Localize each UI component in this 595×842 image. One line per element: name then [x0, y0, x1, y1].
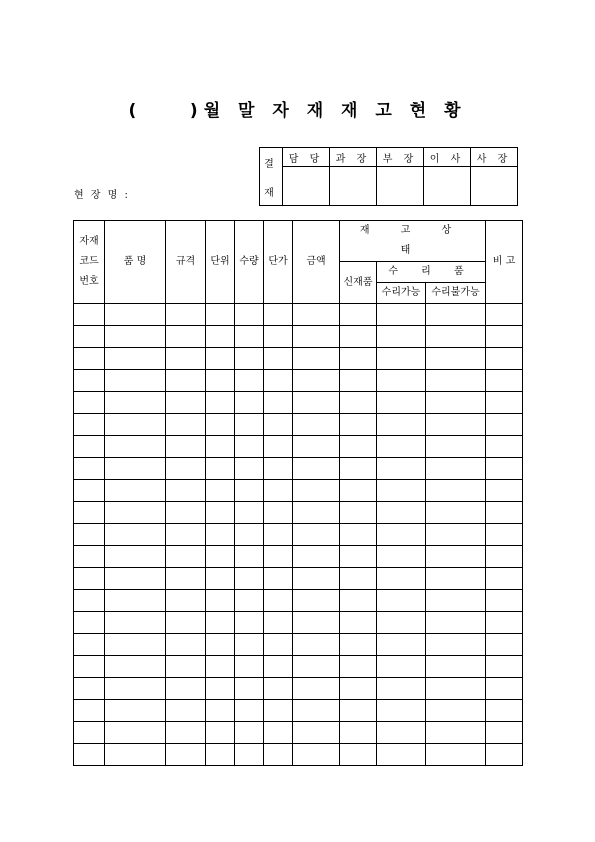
table-cell[interactable] [377, 700, 426, 722]
table-cell[interactable] [426, 348, 486, 370]
table-cell[interactable] [377, 348, 426, 370]
table-cell[interactable] [206, 722, 235, 744]
role-section-chief: 과 장 [330, 148, 377, 167]
table-cell[interactable] [426, 744, 486, 766]
table-cell[interactable] [166, 436, 206, 458]
table-cell[interactable] [426, 326, 486, 348]
table-cell[interactable] [235, 634, 264, 656]
table-cell[interactable] [74, 590, 105, 612]
table-cell[interactable] [264, 612, 293, 634]
table-cell[interactable] [166, 568, 206, 590]
table-cell[interactable] [377, 656, 426, 678]
table-cell[interactable] [235, 414, 264, 436]
table-cell[interactable] [105, 414, 166, 436]
table-cell[interactable] [166, 304, 206, 326]
table-cell[interactable] [486, 392, 523, 414]
table-cell[interactable] [206, 678, 235, 700]
table-cell[interactable] [426, 546, 486, 568]
sign-box-section-chief[interactable] [330, 167, 377, 206]
table-cell[interactable] [166, 480, 206, 502]
table-cell[interactable] [206, 700, 235, 722]
table-cell[interactable] [206, 744, 235, 766]
table-cell[interactable] [166, 348, 206, 370]
header-repair-item: 수 리 품 [377, 262, 486, 283]
table-cell[interactable] [486, 612, 523, 634]
table-cell[interactable] [105, 524, 166, 546]
table-cell[interactable] [340, 568, 377, 590]
table-cell[interactable] [105, 392, 166, 414]
table-cell[interactable] [166, 392, 206, 414]
document-title: ( )월 말 자 재 재 고 현 황 [128, 101, 467, 121]
header-material-code [74, 221, 105, 304]
table-cell[interactable] [166, 502, 206, 524]
table-cell[interactable] [293, 480, 340, 502]
table-cell[interactable] [166, 744, 206, 766]
table-cell[interactable] [293, 370, 340, 392]
table-cell[interactable] [264, 524, 293, 546]
table-row [74, 590, 523, 612]
table-cell[interactable] [426, 590, 486, 612]
table-cell[interactable] [206, 414, 235, 436]
table-cell[interactable] [293, 502, 340, 524]
table-cell[interactable] [377, 392, 426, 414]
site-name-label: 현 장 명 : [74, 190, 130, 201]
table-cell[interactable] [293, 634, 340, 656]
table-cell[interactable] [206, 590, 235, 612]
table-cell[interactable] [486, 458, 523, 480]
table-cell[interactable] [377, 458, 426, 480]
table-cell[interactable] [74, 722, 105, 744]
table-cell[interactable] [377, 326, 426, 348]
table-cell[interactable] [426, 392, 486, 414]
table-cell[interactable] [235, 304, 264, 326]
table-cell[interactable] [105, 546, 166, 568]
table-row [74, 524, 523, 546]
table-cell[interactable] [74, 700, 105, 722]
table-cell[interactable] [340, 612, 377, 634]
header-unit-price: 단가 [264, 221, 293, 304]
table-row [74, 326, 523, 348]
table-cell[interactable] [105, 656, 166, 678]
table-cell[interactable] [426, 524, 486, 546]
table-cell[interactable] [235, 568, 264, 590]
table-cell[interactable] [377, 568, 426, 590]
table-row [74, 502, 523, 524]
table-cell[interactable] [426, 700, 486, 722]
header-code-line3: 번호 [79, 276, 99, 287]
approval-label-top: 결 [264, 158, 278, 170]
table-cell[interactable] [235, 370, 264, 392]
table-cell[interactable] [105, 326, 166, 348]
table-cell[interactable] [426, 458, 486, 480]
table-cell[interactable] [293, 568, 340, 590]
table-cell[interactable] [377, 546, 426, 568]
table-cell[interactable] [166, 700, 206, 722]
table-cell[interactable] [264, 590, 293, 612]
table-cell[interactable] [293, 612, 340, 634]
table-cell[interactable] [166, 370, 206, 392]
table-cell[interactable] [105, 370, 166, 392]
table-cell[interactable] [486, 524, 523, 546]
table-cell[interactable] [264, 722, 293, 744]
sign-box-staff[interactable] [283, 167, 330, 206]
table-cell[interactable] [340, 634, 377, 656]
table-cell[interactable] [340, 524, 377, 546]
table-cell[interactable] [74, 348, 105, 370]
table-row [74, 414, 523, 436]
table-cell[interactable] [166, 590, 206, 612]
table-cell[interactable] [74, 370, 105, 392]
table-cell[interactable] [206, 304, 235, 326]
table-cell[interactable] [206, 326, 235, 348]
table-cell[interactable] [486, 546, 523, 568]
table-cell[interactable] [206, 502, 235, 524]
header-new-item: 신재품 [340, 262, 377, 304]
table-row [74, 458, 523, 480]
table-cell[interactable] [486, 568, 523, 590]
role-president: 사 장 [471, 148, 518, 167]
table-cell[interactable] [105, 590, 166, 612]
table-cell[interactable] [105, 436, 166, 458]
table-cell[interactable] [426, 480, 486, 502]
table-cell[interactable] [293, 590, 340, 612]
table-cell[interactable] [486, 436, 523, 458]
header-stock-status: 재 고 상 태 [340, 221, 486, 262]
table-row [74, 612, 523, 634]
table-cell[interactable] [105, 480, 166, 502]
table-row [74, 370, 523, 392]
table-cell[interactable] [166, 634, 206, 656]
table-cell[interactable] [293, 722, 340, 744]
table-cell[interactable] [206, 436, 235, 458]
table-cell[interactable] [74, 546, 105, 568]
table-cell[interactable] [293, 436, 340, 458]
table-cell[interactable] [105, 568, 166, 590]
table-cell[interactable] [74, 392, 105, 414]
table-cell[interactable] [426, 414, 486, 436]
table-cell[interactable] [377, 502, 426, 524]
approval-label [260, 148, 283, 206]
table-cell[interactable] [105, 744, 166, 766]
table-cell[interactable] [235, 436, 264, 458]
header-amount: 금액 [293, 221, 340, 304]
table-cell[interactable] [264, 436, 293, 458]
table-cell[interactable] [264, 744, 293, 766]
table-cell[interactable] [293, 546, 340, 568]
header-unrepairable: 수리불가능 [426, 283, 486, 304]
table-cell[interactable] [206, 524, 235, 546]
header-item-name: 품 명 [105, 221, 166, 304]
table-cell[interactable] [74, 502, 105, 524]
table-cell[interactable] [340, 502, 377, 524]
table-cell[interactable] [377, 722, 426, 744]
table-cell[interactable] [426, 502, 486, 524]
table-row [74, 480, 523, 502]
table-cell[interactable] [293, 656, 340, 678]
table-cell[interactable] [486, 348, 523, 370]
table-cell[interactable] [486, 722, 523, 744]
table-cell[interactable] [166, 678, 206, 700]
table-cell[interactable] [340, 678, 377, 700]
table-cell[interactable] [377, 414, 426, 436]
table-cell[interactable] [235, 744, 264, 766]
table-row [74, 304, 523, 326]
table-cell[interactable] [235, 656, 264, 678]
table-cell[interactable] [264, 348, 293, 370]
table-cell[interactable] [264, 392, 293, 414]
table-cell[interactable] [486, 370, 523, 392]
table-cell[interactable] [166, 722, 206, 744]
table-cell[interactable] [293, 392, 340, 414]
table-row [74, 634, 523, 656]
table-cell[interactable] [293, 744, 340, 766]
table-cell[interactable] [340, 370, 377, 392]
table-cell[interactable] [264, 458, 293, 480]
sign-box-director[interactable] [424, 167, 471, 206]
table-cell[interactable] [377, 304, 426, 326]
table-cell[interactable] [264, 634, 293, 656]
table-row [74, 436, 523, 458]
table-cell[interactable] [166, 524, 206, 546]
header-repairable: 수리가능 [377, 283, 426, 304]
table-cell[interactable] [340, 590, 377, 612]
table-cell[interactable] [235, 700, 264, 722]
approval-label-bottom: 재 [264, 187, 278, 199]
table-cell[interactable] [426, 568, 486, 590]
table-cell[interactable] [293, 524, 340, 546]
table-cell[interactable] [377, 436, 426, 458]
role-dept-head: 부 장 [377, 148, 424, 167]
table-cell[interactable] [235, 612, 264, 634]
role-director: 이 사 [424, 148, 471, 167]
table-cell[interactable] [74, 568, 105, 590]
table-cell[interactable] [426, 436, 486, 458]
table-cell[interactable] [486, 700, 523, 722]
table-cell[interactable] [74, 326, 105, 348]
role-staff: 담 당 [283, 148, 330, 167]
table-cell[interactable] [293, 414, 340, 436]
table-cell[interactable] [206, 656, 235, 678]
table-cell[interactable] [206, 458, 235, 480]
table-row [74, 700, 523, 722]
table-cell[interactable] [293, 304, 340, 326]
table-cell[interactable] [166, 414, 206, 436]
table-cell[interactable] [74, 656, 105, 678]
table-cell[interactable] [340, 722, 377, 744]
table-cell[interactable] [105, 502, 166, 524]
table-cell[interactable] [166, 656, 206, 678]
table-cell[interactable] [293, 348, 340, 370]
table-cell[interactable] [426, 304, 486, 326]
table-cell[interactable] [235, 590, 264, 612]
table-cell[interactable] [264, 480, 293, 502]
header-code-line2: 코드 [79, 256, 99, 267]
table-cell[interactable] [486, 502, 523, 524]
table-row [74, 568, 523, 590]
table-cell[interactable] [166, 458, 206, 480]
table-cell[interactable] [340, 546, 377, 568]
table-cell[interactable] [74, 436, 105, 458]
table-row [74, 546, 523, 568]
table-cell[interactable] [340, 414, 377, 436]
table-cell[interactable] [74, 458, 105, 480]
table-cell[interactable] [235, 546, 264, 568]
table-row [74, 656, 523, 678]
table-cell[interactable] [377, 678, 426, 700]
table-cell[interactable] [235, 458, 264, 480]
table-cell[interactable] [293, 326, 340, 348]
table-cell[interactable] [293, 700, 340, 722]
table-cell[interactable] [340, 436, 377, 458]
table-cell[interactable] [486, 656, 523, 678]
table-cell[interactable] [166, 326, 206, 348]
table-cell[interactable] [206, 348, 235, 370]
table-cell[interactable] [486, 590, 523, 612]
table-cell[interactable] [486, 678, 523, 700]
table-row [74, 678, 523, 700]
table-cell[interactable] [264, 700, 293, 722]
table-cell[interactable] [264, 304, 293, 326]
header-quantity: 수량 [235, 221, 264, 304]
table-cell[interactable] [340, 348, 377, 370]
table-cell[interactable] [264, 414, 293, 436]
table-cell[interactable] [105, 678, 166, 700]
table-cell[interactable] [105, 634, 166, 656]
table-cell[interactable] [340, 304, 377, 326]
table-cell[interactable] [166, 612, 206, 634]
table-cell[interactable] [105, 458, 166, 480]
table-cell[interactable] [377, 480, 426, 502]
table-cell[interactable] [235, 480, 264, 502]
table-cell[interactable] [206, 480, 235, 502]
table-cell[interactable] [426, 612, 486, 634]
table-cell[interactable] [426, 370, 486, 392]
table-cell[interactable] [264, 656, 293, 678]
table-cell[interactable] [74, 744, 105, 766]
table-cell[interactable] [486, 480, 523, 502]
approval-box [259, 147, 518, 206]
table-cell[interactable] [264, 678, 293, 700]
header-spec: 규격 [166, 221, 206, 304]
table-cell[interactable] [486, 414, 523, 436]
table-cell[interactable] [264, 326, 293, 348]
table-cell[interactable] [74, 480, 105, 502]
table-cell[interactable] [105, 304, 166, 326]
table-cell[interactable] [293, 458, 340, 480]
table-cell[interactable] [235, 326, 264, 348]
table-cell[interactable] [264, 502, 293, 524]
table-cell[interactable] [206, 634, 235, 656]
sign-box-dept-head[interactable] [377, 167, 424, 206]
table-cell[interactable] [206, 370, 235, 392]
table-cell[interactable] [486, 634, 523, 656]
table-cell[interactable] [426, 656, 486, 678]
table-cell[interactable] [377, 744, 426, 766]
table-cell[interactable] [235, 678, 264, 700]
table-cell[interactable] [486, 304, 523, 326]
table-cell[interactable] [264, 546, 293, 568]
table-cell[interactable] [340, 656, 377, 678]
sign-box-president[interactable] [471, 167, 518, 206]
table-cell[interactable] [206, 568, 235, 590]
table-cell[interactable] [340, 744, 377, 766]
table-cell[interactable] [377, 612, 426, 634]
table-cell[interactable] [426, 678, 486, 700]
table-cell[interactable] [377, 590, 426, 612]
table-cell[interactable] [426, 722, 486, 744]
table-cell[interactable] [340, 326, 377, 348]
table-cell[interactable] [486, 326, 523, 348]
table-cell[interactable] [377, 634, 426, 656]
header-code-line1: 자재 [79, 236, 99, 247]
table-cell[interactable] [74, 634, 105, 656]
table-row [74, 392, 523, 414]
table-cell[interactable] [235, 502, 264, 524]
table-cell[interactable] [340, 458, 377, 480]
table-cell[interactable] [74, 612, 105, 634]
table-cell[interactable] [235, 524, 264, 546]
table-cell[interactable] [235, 348, 264, 370]
table-cell[interactable] [340, 700, 377, 722]
table-cell[interactable] [206, 546, 235, 568]
table-row [74, 744, 523, 766]
table-cell[interactable] [206, 392, 235, 414]
table-cell[interactable] [235, 722, 264, 744]
table-cell[interactable] [340, 480, 377, 502]
header-unit: 단위 [206, 221, 235, 304]
table-cell[interactable] [235, 392, 264, 414]
table-cell[interactable] [426, 634, 486, 656]
table-cell[interactable] [264, 370, 293, 392]
table-cell[interactable] [206, 612, 235, 634]
table-cell[interactable] [166, 546, 206, 568]
header-remarks: 비 고 [486, 221, 523, 304]
table-cell[interactable] [105, 348, 166, 370]
table-cell[interactable] [105, 700, 166, 722]
table-row [74, 348, 523, 370]
table-cell[interactable] [486, 744, 523, 766]
table-cell[interactable] [264, 568, 293, 590]
table-cell[interactable] [377, 370, 426, 392]
table-cell[interactable] [105, 722, 166, 744]
table-cell[interactable] [74, 678, 105, 700]
table-cell[interactable] [74, 304, 105, 326]
table-cell[interactable] [340, 392, 377, 414]
table-cell[interactable] [74, 414, 105, 436]
inventory-table [73, 220, 523, 766]
table-cell[interactable] [293, 678, 340, 700]
table-cell[interactable] [377, 524, 426, 546]
table-row [74, 722, 523, 744]
table-cell[interactable] [105, 612, 166, 634]
table-cell[interactable] [74, 524, 105, 546]
